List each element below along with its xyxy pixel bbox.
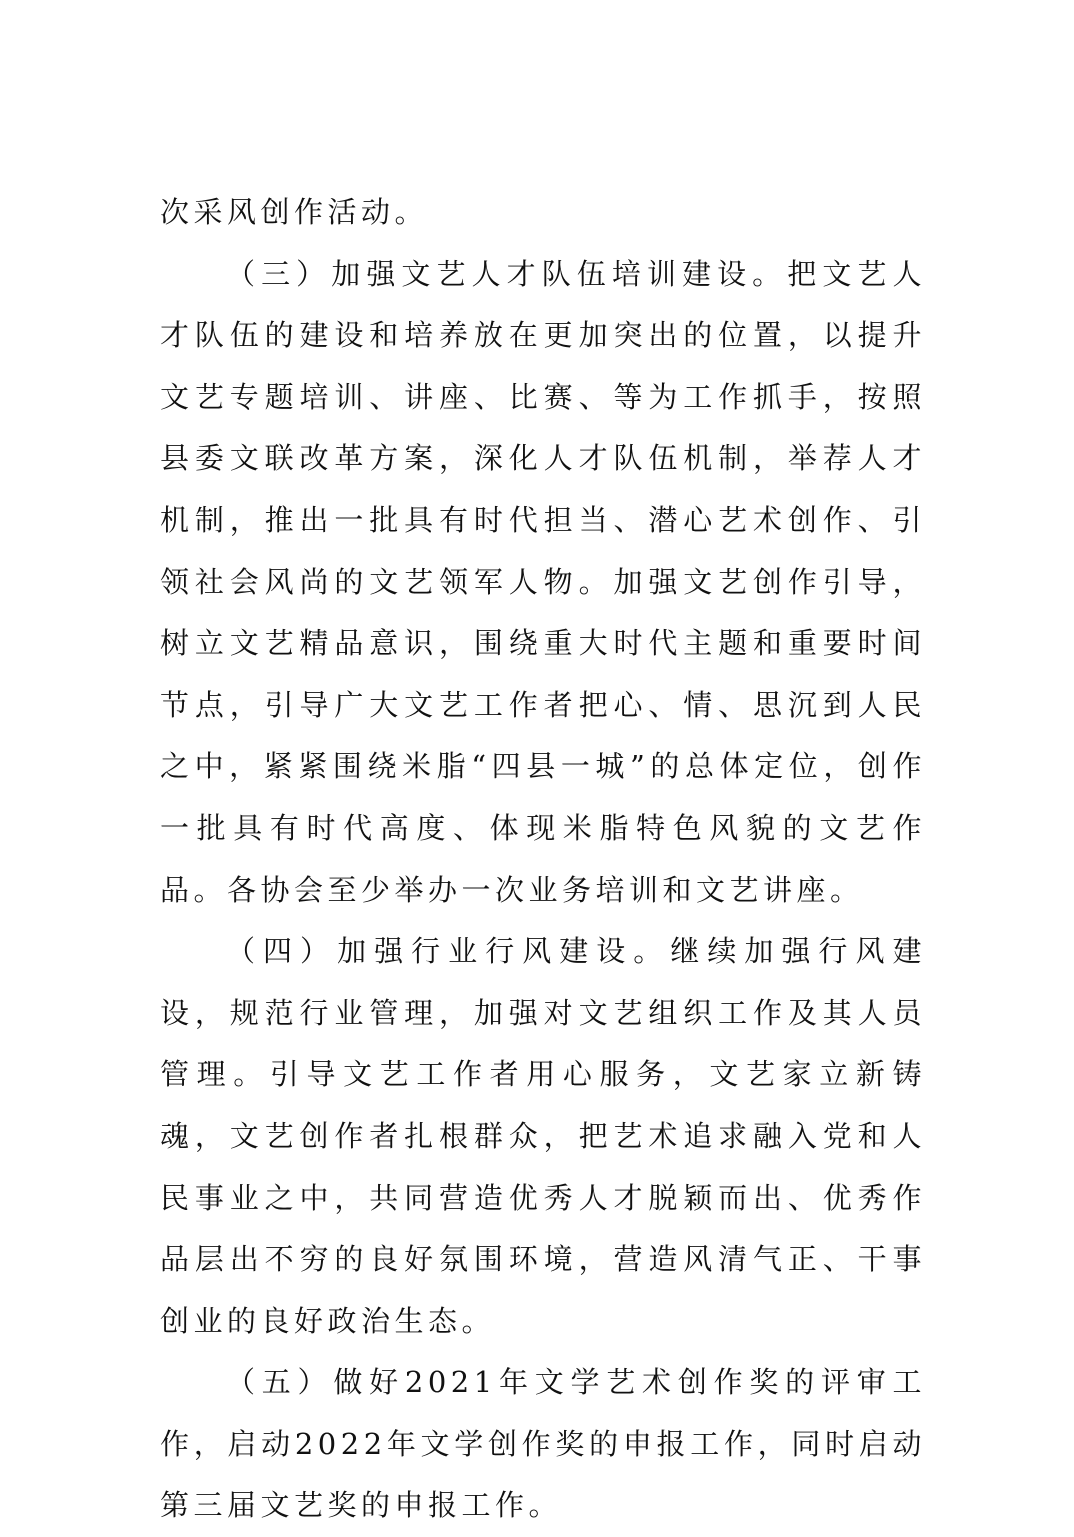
paragraph-section-3: （三）加强文艺人才队伍培训建设。把文艺人才队伍的建设和培养放在更加突出的位置，以提升文艺专题培训、讲座、比赛、等为工作抓手，按照县委文联改革方案，深化人才队伍机制，举荐人才机制，推出一批具有时代担当、潜心艺术创作、引领社会风尚的文艺领军人物。加强文艺创作引导，树立文艺精品意识，围绕重大时代主题和重要时间节点，引导广大文艺工作者把心、情、思沉到人民之中，紧紧围绕米脂“四县一城”的总体定位，创作一批具有时代高度、体现米脂特色风貌的文艺作品。各协会至少举办一次业务培训和文艺讲座。 (160, 256, 926, 907)
paragraph-continuation: 次采风创作活动。 (160, 195, 429, 229)
paragraph-section-4: （四）加强行业行风建设。继续加强行风建设，规范行业管理，加强对文艺组织工作及其人员管理。引导文艺工作者用心服务，文艺家立新铸魂，文艺创作者扎根群众，把艺术追求融入党和人民事业之中，共同营造优秀人才脱颖而出、优秀作品层出不穷的良好氛围环境，营造风清气正、干事创业的良好政治生态。 (160, 934, 926, 1338)
paragraph-section-5: （五）做好2021年文学艺术创作奖的评审工作，启动2022年文学创作奖的申报工作，同时启动第三届文艺奖的申报工作。 (160, 1365, 926, 1523)
document-body (160, 182, 926, 1537)
